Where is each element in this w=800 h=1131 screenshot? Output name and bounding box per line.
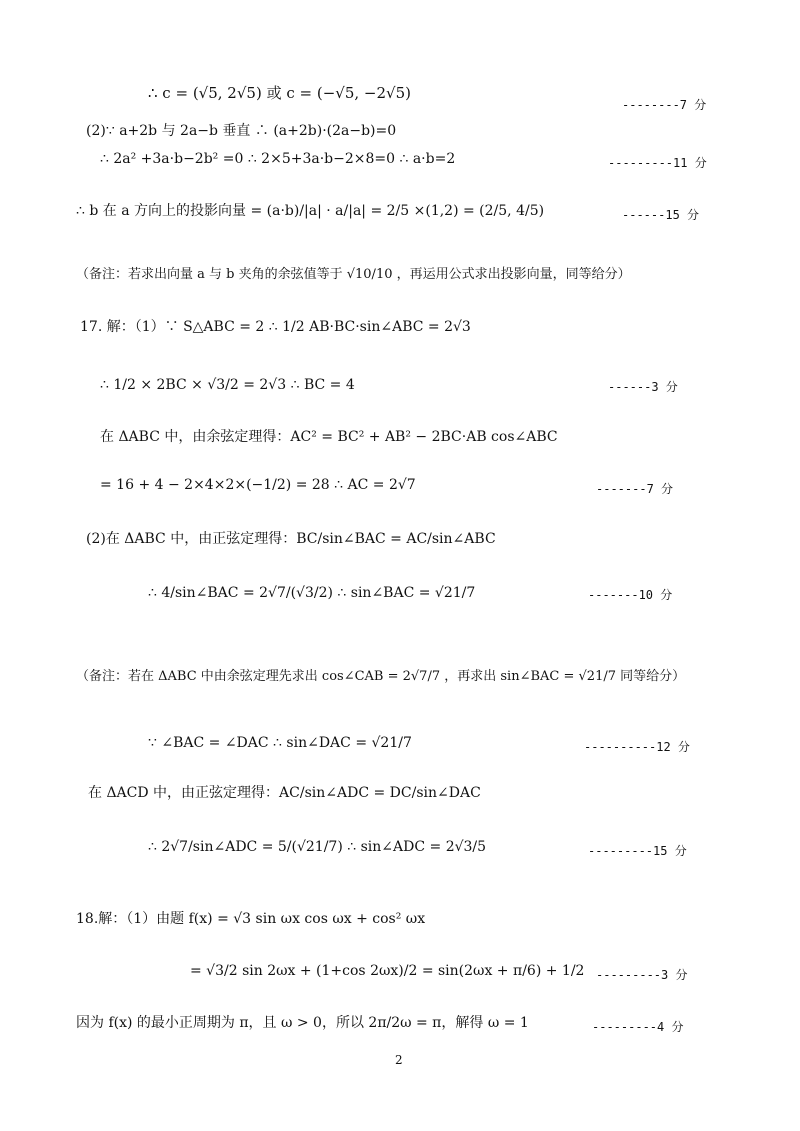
- score-12: ----------12 分: [584, 740, 690, 754]
- line-6: 17. 解：（1）∵ S△ABC = 2 ∴ 1/2 AB·BC·sin∠ABC = 2√3: [80, 319, 471, 335]
- note-2: （备注：若在 ΔABC 中由余弦定理先求出 cos∠CAB = 2√7/7 ，再求出 sin∠BAC = √21/7 同等给分）: [76, 669, 686, 684]
- line-7: ∴ 1/2 × 2BC × √3/2 = 2√3 ∴ BC = 4: [100, 377, 355, 393]
- line-4: ∴ b 在 a 方向上的投影向量 = (a·b)/|a| · a/|a| = 2/5 ×(1,2) = (2/5, 4/5): [76, 203, 545, 219]
- line-17: = √3/2 sin 2ωx + (1+cos 2ωx)/2 = sin(2ωx + π/6) + 1/2: [190, 963, 585, 979]
- line-9: = 16 + 4 − 2×4×2×(−1/2) = 28 ∴ AC = 2√7: [100, 477, 416, 493]
- score-7: --------7 分: [622, 98, 707, 112]
- score-3a: ------3 分: [608, 380, 678, 394]
- line-11: ∴ 4/sin∠BAC = 2√7/(√3/2) ∴ sin∠BAC = √21/7: [148, 585, 476, 601]
- line-3: ∴ 2a² +3a·b−2b² =0 ∴ 2×5+3a·b−2×8=0 ∴ a·b=2: [100, 151, 456, 167]
- line-1-text: ∴ c = (√5, 2√5) 或 c = (−√5, −2√5): [148, 84, 411, 102]
- line-2: (2)∵ a+2b 与 2a−b 垂直 ∴ (a+2b)·(2a−b)=0: [86, 123, 397, 139]
- line-8: 在 ΔABC 中，由余弦定理得：AC² = BC² + AB² − 2BC·AB cos∠ABC: [100, 429, 558, 445]
- score-11: ---------11 分: [608, 156, 707, 170]
- score-10: -------10 分: [588, 588, 673, 602]
- line-10: (2)在 ΔABC 中，由正弦定理得：BC/sin∠BAC = AC/sin∠ABC: [86, 531, 496, 547]
- note-1: （备注：若求出向量 a 与 b 夹角的余弦值等于 √10/10 ，再运用公式求出投影向量，同等给分）: [76, 267, 631, 282]
- line-18: 因为 f(x) 的最小正周期为 π，且 ω > 0，所以 2π/2ω = π，解得 ω = 1: [76, 1015, 529, 1031]
- line-1: [148, 86, 411, 101]
- score-3b: ---------3 分: [596, 968, 688, 982]
- page-number: 2: [395, 1053, 403, 1067]
- score-7b: -------7 分: [596, 482, 674, 496]
- score-15a: ------15 分: [622, 208, 700, 222]
- line-15: ∴ 2√7/sin∠ADC = 5/(√21/7) ∴ sin∠ADC = 2√3/5: [148, 839, 487, 855]
- line-14: 在 ΔACD 中，由正弦定理得：AC/sin∠ADC = DC/sin∠DAC: [88, 785, 481, 801]
- line-13: ∵ ∠BAC = ∠DAC ∴ sin∠DAC = √21/7: [148, 735, 412, 751]
- score-15b: ---------15 分: [588, 844, 687, 858]
- score-4: ---------4 分: [592, 1020, 684, 1034]
- line-16: 18.解：（1）由题 f(x) = √3 sin ωx cos ωx + cos² ωx: [76, 911, 426, 927]
